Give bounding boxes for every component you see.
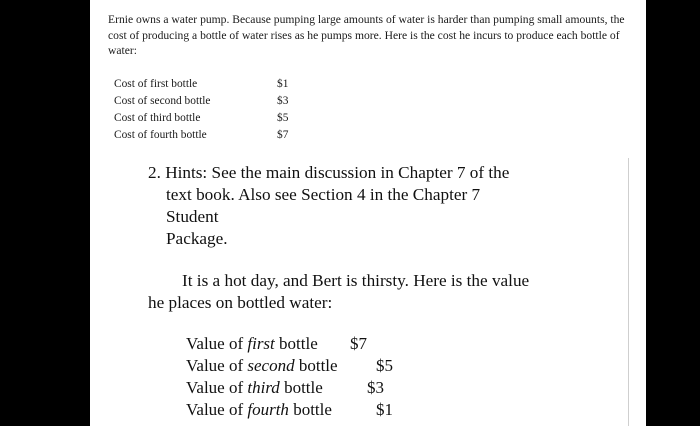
value-row-fourth xyxy=(186,399,446,421)
bert-paragraph xyxy=(148,270,578,314)
hint-line: 2. Hints: See the main discussion in Chapter 7 of the xyxy=(148,163,510,182)
value-label: Value of first bottle xyxy=(186,334,318,353)
cost-row-third xyxy=(114,110,304,127)
cost-table xyxy=(114,76,304,144)
hint-block xyxy=(148,162,568,250)
value-table xyxy=(186,333,446,421)
cost-value: $5 xyxy=(277,112,289,124)
cost-row-fourth xyxy=(114,127,304,144)
cost-value: $7 xyxy=(277,129,289,141)
value-amount: $1 xyxy=(376,400,393,419)
cost-label: Cost of fourth bottle xyxy=(114,129,207,141)
value-row-third xyxy=(186,377,446,399)
value-amount: $7 xyxy=(350,334,367,353)
value-label: Value of second bottle xyxy=(186,356,338,375)
cost-value: $3 xyxy=(277,95,289,107)
hint-line: text book. Also see Section 4 in the Chapter 7 xyxy=(166,185,481,204)
cost-label: Cost of second bottle xyxy=(114,95,211,107)
cost-row-first xyxy=(114,76,304,93)
value-amount: $5 xyxy=(376,356,393,375)
value-amount: $3 xyxy=(367,378,384,397)
bert-line: It is a hot day, and Bert is thirsty. Here is the value xyxy=(182,271,530,290)
cost-value: $1 xyxy=(277,78,289,90)
value-label: Value of fourth bottle xyxy=(186,400,332,419)
value-label: Value of third bottle xyxy=(186,378,323,397)
cost-row-second xyxy=(114,93,304,110)
hint-line: Student xyxy=(166,207,219,226)
cost-label: Cost of first bottle xyxy=(114,78,198,90)
bert-line: he places on bottled water: xyxy=(148,293,333,312)
problem-intro-text: Ernie owns a water pump. Because pumping large amounts of water is harder than pumping small amounts, the cost of producing a bottle of water rises as he pumps more. Here is the cost he incurs to produce each bottle of water: xyxy=(108,13,625,57)
hint-line: Package. xyxy=(166,229,228,248)
value-row-second xyxy=(186,355,446,377)
value-row-first xyxy=(186,333,446,355)
document-page xyxy=(90,0,646,426)
cost-label: Cost of third bottle xyxy=(114,112,201,124)
page-divider xyxy=(628,158,629,426)
